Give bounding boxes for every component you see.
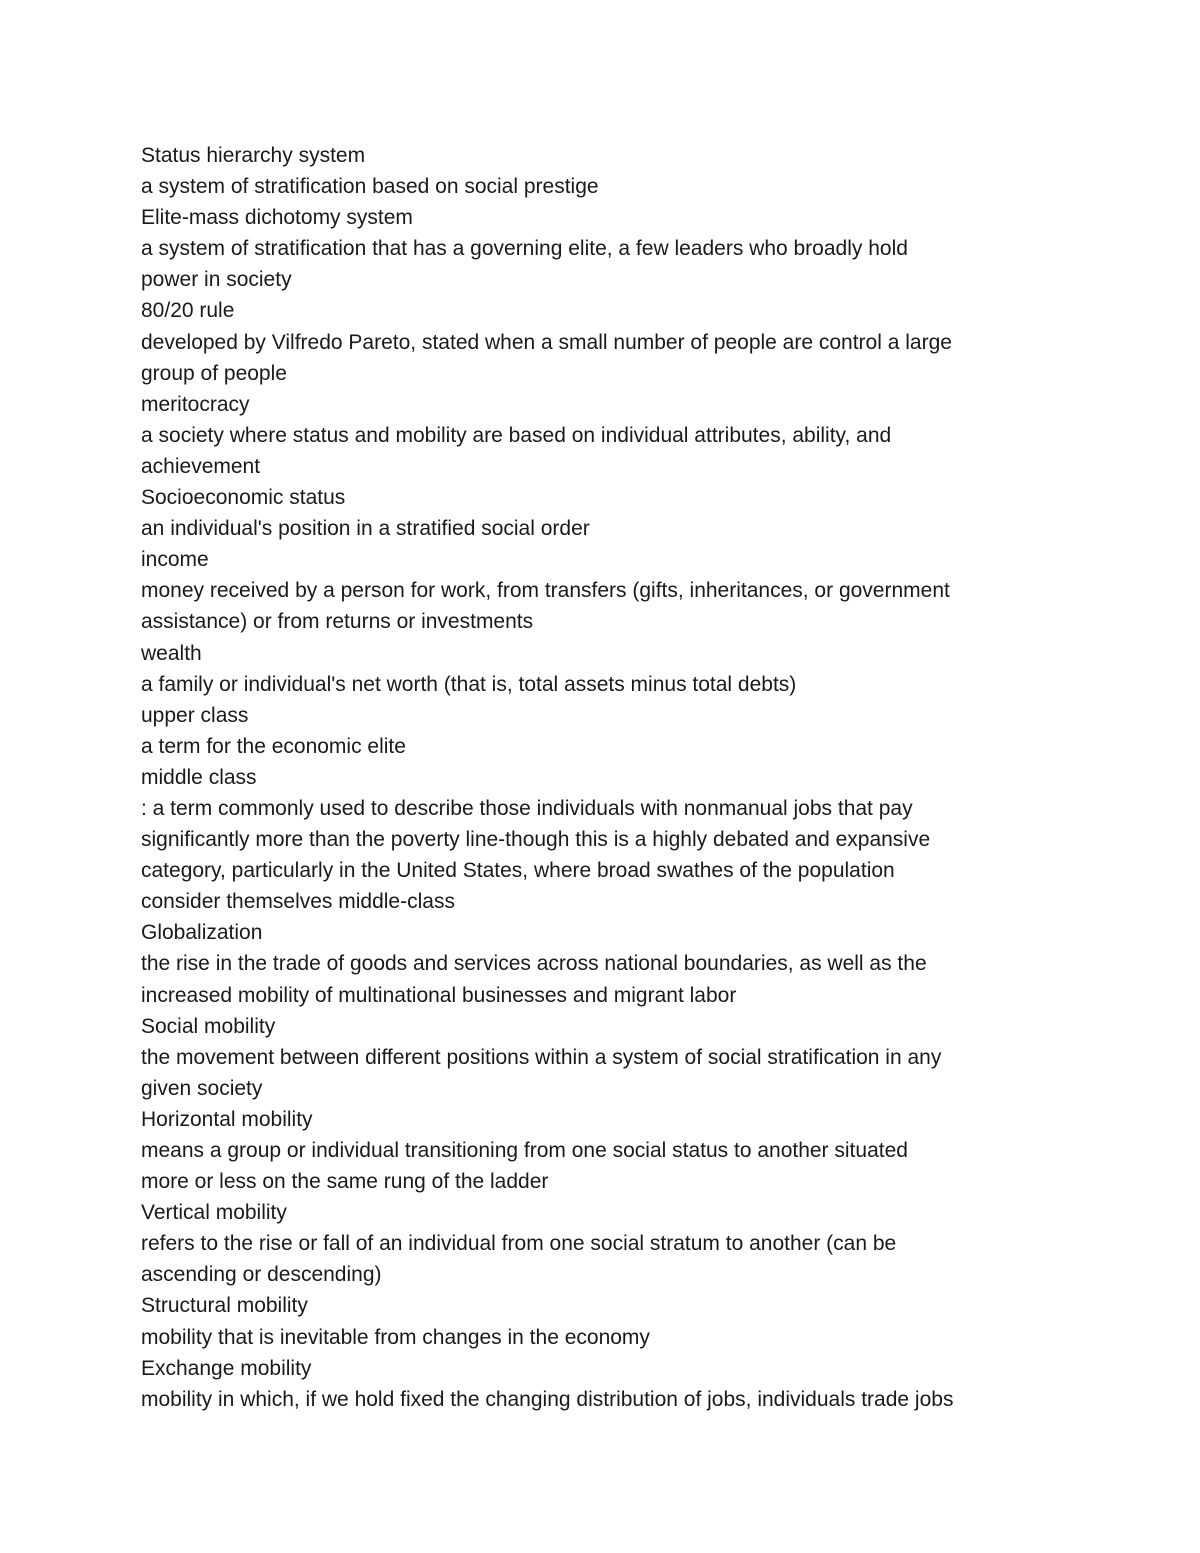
term-line: Socioeconomic status [141,486,346,510]
definition-line: consider themselves middle-class [141,890,455,914]
term-line: Exchange mobility [141,1356,312,1380]
term-line: upper class [141,703,249,727]
definition-line: power in society [141,268,292,292]
definition-line: developed by Vilfredo Pareto, stated when a small number of people are control a large [141,330,952,354]
definition-line: a society where status and mobility are based on individual attributes, ability, and [141,423,892,447]
definition-line: assistance) or from returns or investments [141,610,534,634]
definition-line: ascending or descending) [141,1263,382,1287]
document-text [141,140,1081,1415]
definition-line: mobility that is inevitable from changes in the economy [141,1325,650,1349]
term-line: Status hierarchy system [141,144,366,167]
definition-line: : a term commonly used to describe those individuals with nonmanual jobs that pay [141,796,913,820]
definition-line: category, particularly in the United States, where broad swathes of the population [141,859,895,883]
definition-line: given society [141,1076,263,1100]
term-line: Globalization [141,921,263,945]
definition-line: an individual's position in a stratified social order [141,517,590,541]
term-line: middle class [141,765,257,789]
definition-line: money received by a person for work, from transfers (gifts, inheritances, or government [141,579,950,603]
term-line: Elite-mass dichotomy system [141,206,413,230]
definition-line: the rise in the trade of goods and services across national boundaries, as well as the [141,952,927,976]
definition-line: mobility in which, if we hold fixed the changing distribution of jobs, individuals trade jobs [141,1387,954,1411]
definition-line: means a group or individual transitioning from one social status to another situated [141,1139,908,1162]
definition-line: increased mobility of multinational businesses and migrant labor [141,983,737,1007]
term-line: meritocracy [141,392,250,416]
definition-line: group of people [141,361,287,385]
term-line: Horizontal mobility [141,1107,313,1131]
definition-line: a term for the economic elite [141,734,406,758]
definition-line: significantly more than the poverty line-though this is a highly debated and expansive [141,828,931,852]
definition-line: more or less on the same rung of the ladder [141,1170,549,1194]
definition-line: a system of stratification that has a governing elite, a few leaders who broadly hold [141,237,908,261]
definition-line: achievement [141,454,261,478]
definition-line: a family or individual's net worth (that is, total assets minus total debts) [141,672,797,696]
definition-line: the movement between different positions within a system of social stratification in any [141,1045,942,1069]
term-line: Structural mobility [141,1294,308,1318]
term-line: income [141,548,209,572]
term-line: Social mobility [141,1014,276,1038]
definition-line: refers to the rise or fall of an individual from one social stratum to another (can be [141,1232,897,1256]
term-line: Vertical mobility [141,1201,287,1225]
term-line: wealth [141,641,202,665]
definition-line: a system of stratification based on social prestige [141,175,599,199]
term-line: 80/20 rule [141,299,235,323]
